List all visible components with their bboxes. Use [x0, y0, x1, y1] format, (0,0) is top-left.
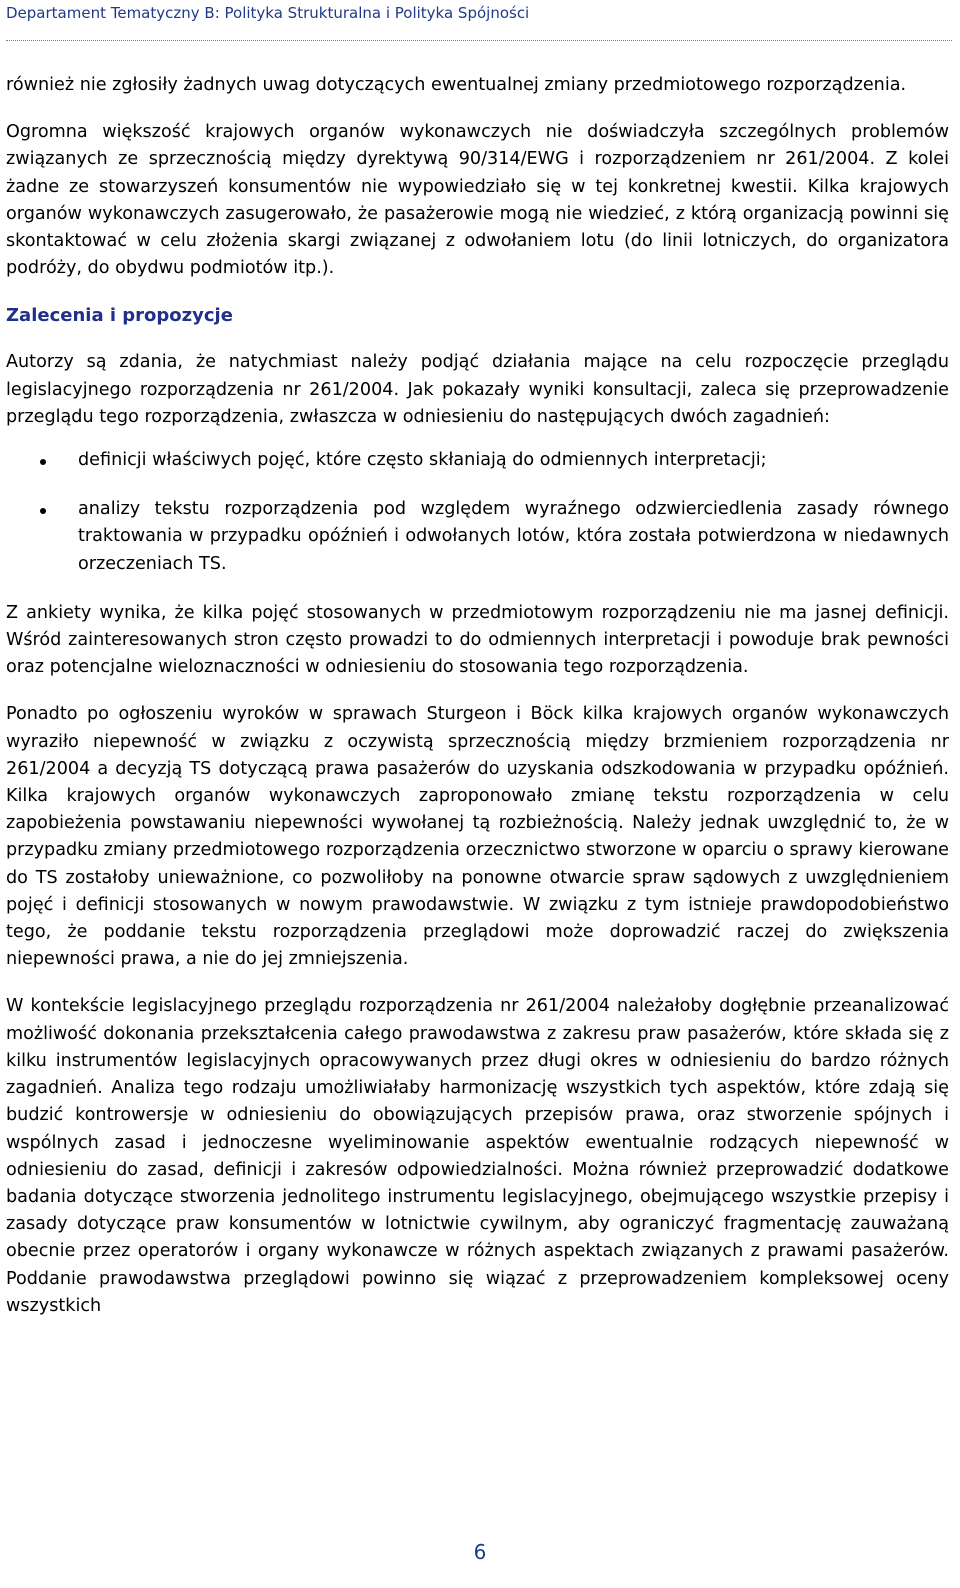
- paragraph-3: Autorzy są zdania, że natychmiast należy podjąć działania mające na celu rozpoczęcie przeglądu legislacyjnego rozporządzenia nr 261/2004. Jak pokazały wyniki konsultacji, zaleca się przeprowadzenie przeglądu tego rozporządzenia, zwłaszcza w odniesieniu do następujących dwóch zagadnień:: [6, 352, 949, 427]
- paragraph-4: Z ankiety wynika, że kilka pojęć stosowanych w przedmiotowym rozporządzeniu nie ma jasnej definicji. Wśród zainteresowanych stron często prowadzi to do odmiennych interpretacji i powoduje brak pewności oraz potencjalne wieloznaczności w odniesieniu do stosowania tego rozporządzenia.: [6, 602, 949, 678]
- paragraph-2: Ogromna większość krajowych organów wykonawczych nie doświadczyła szczególnych problemów związanych ze sprzecznością między dyrektywą 90/314/EWG i rozporządzeniem nr 261/2004. Z kolei żadne ze stowarzyszeń konsumentów nie wypowiedziało się w tej konkretnej kwestii. Kilka krajowych organów wykonawczych zasugerowało, że pasażerowie mogą nie wiedzieć, z którą organizacją powinni się skontaktować w celu złożenia skargi związanej z odwołaniem lotu (do linii lotniczych, do organizatora podróży, do obydwu podmiotów itp.).: [6, 122, 949, 279]
- paragraph-5: Ponadto po ogłoszeniu wyroków w sprawach Sturgeon i Böck kilka krajowych organów wykonawczych wyraziło niepewność w związku z oczywistą sprzecznością między brzmieniem rozporządzenia nr 261/2004 a decyzją TS dotyczącą prawa pasażerów do uzyskania odszkodowania w przypadku opóźnień. Kilka krajowych organów wykonawczych zaproponowało zmianę tekstu rozporządzenia w celu zapobieżenia powstawaniu niepewności wywołanej tą rozbieżnością. Należy jednak uwzględnić to, że w przypadku zmiany przedmiotowego rozporządzenia orzecznictwo stworzone w oparciu o sprawy kierowane do TS zostałoby unieważnione, co pozwoliłoby na ponowne otwarcie spraw sądowych z uwzględnieniem pojęć i definicji stosowanych w nowym prawodawstwie. W związku z tym istnieje prawdopodobieństwo tego, że poddanie tekstu rozporządzenia przeglądowi może doprowadzić raczej do zwiększenia niepewności prawa, a nie do jej zmniejszenia.: [6, 704, 949, 970]
- list-item-text: analizy tekstu rozporządzenia pod względem wyraźnego odzwierciedlenia zasady równego traktowania w przypadku opóźnień i odwołanych lotów, która została potwierdzona w niedawnych orzeczeniach TS.: [78, 499, 949, 574]
- paragraph-1: również nie zgłosiły żadnych uwag dotyczących ewentualnej zmiany przedmiotowego rozporządzenia.: [6, 75, 907, 95]
- bullet-icon: [40, 459, 46, 465]
- bullet-list: [6, 447, 949, 578]
- paragraph-6: W kontekście legislacyjnego przeglądu rozporządzenia nr 261/2004 należałoby dogłębnie przeanalizować możliwość dokonania przekształcenia całego prawodawstwa z zakresu praw pasażerów, które składa się z kilku instrumentów legislacyjnych opracowywanych przez długi okres w odniesieniu do bardzo różnych zagadnień. Analiza tego rodzaju umożliwiałaby harmonizację wszystkich tych aspektów, które zdają się budzić kontrowersje w odniesieniu do obowiązujących przepisów prawa, oraz stworzenie spójnych i wspólnych zasad i jednoczesne wyeliminowanie aspektów ewentualnie rodzących niepewność w odniesieniu do zasad, definicji i zakresów odpowiedzialności. Można również przeprowadzić dodatkowe badania dotyczące stworzenia jednolitego instrumentu legislacyjnego, obejmującego wszystkie przepisy i zasady dotyczące praw konsumentów w lotnictwie cywilnym, aby ograniczyć fragmentację zauważaną obecnie przez operatorów i organy wykonawcze w różnych aspektach związanych z prawami pasażerów. Poddanie prawodawstwa przeglądowi powinno się wiązać z przeprowadzeniem kompleksowej oceny wszystkich: [6, 996, 949, 1316]
- list-item-text: definicji właściwych pojęć, które często skłaniają do odmiennych interpretacji;: [78, 450, 767, 471]
- running-header: Departament Tematyczny B: Polityka Strukturalna i Polityka Spójności: [6, 4, 530, 22]
- page-body: [6, 72, 949, 1340]
- bullet-icon: [40, 508, 46, 514]
- header-divider: [6, 40, 952, 41]
- list-item: [6, 447, 949, 474]
- page-number: 6: [473, 1540, 487, 1564]
- list-item: [6, 496, 949, 578]
- section-heading: Zalecenia i propozycje: [6, 305, 233, 327]
